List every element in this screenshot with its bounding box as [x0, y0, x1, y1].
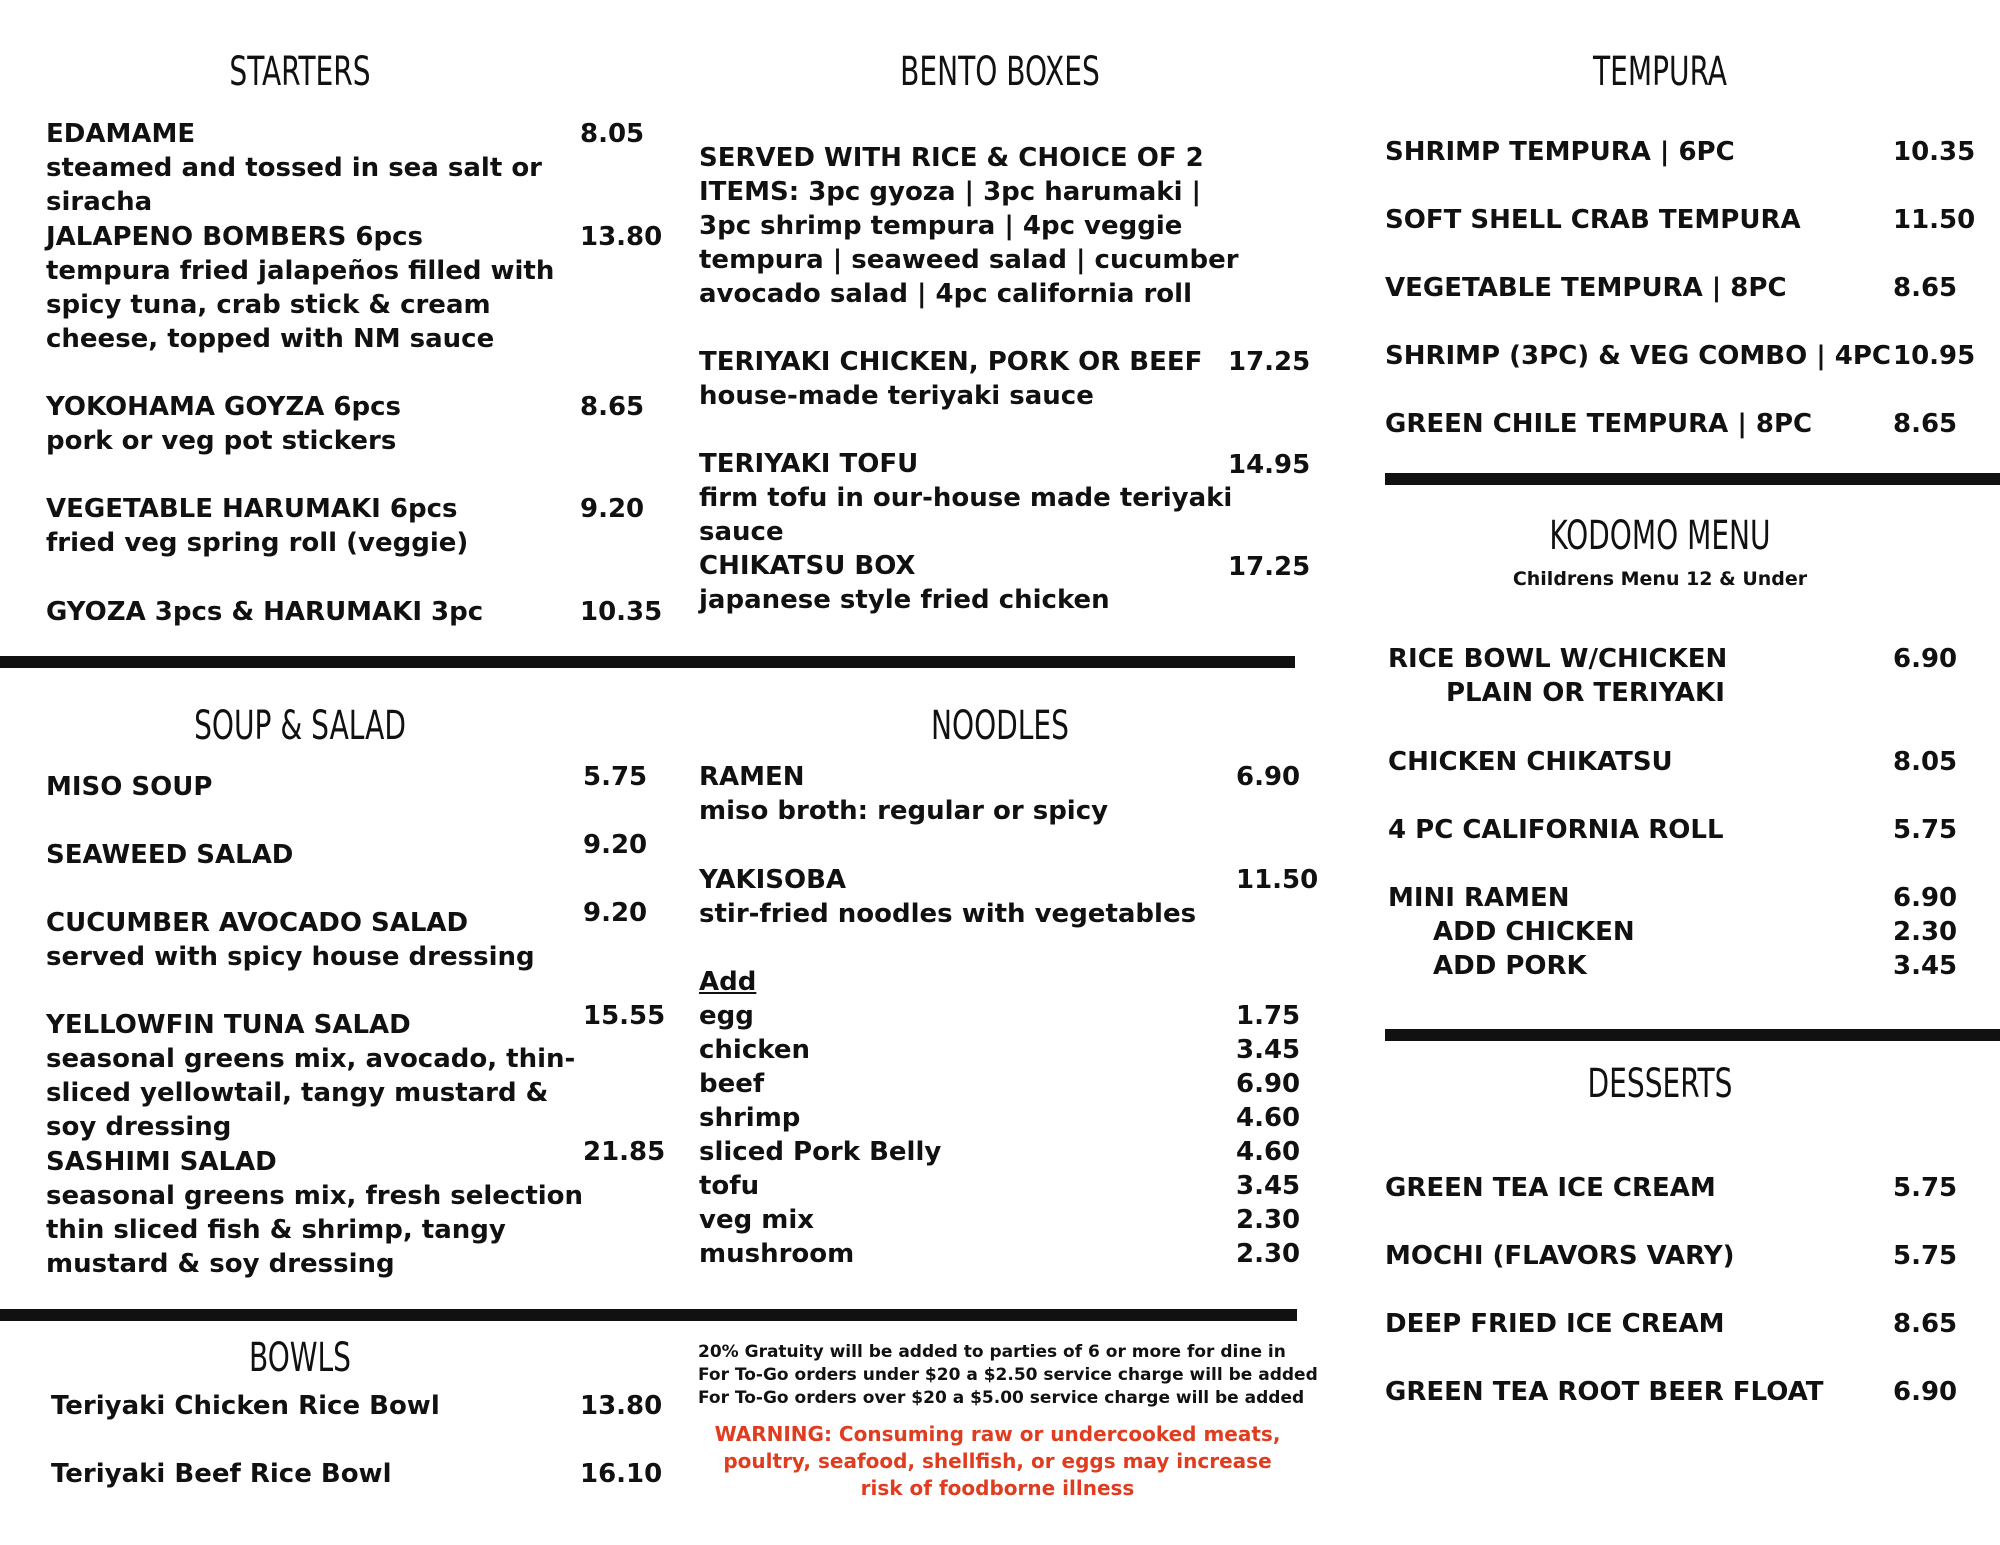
- bowls-heading: BOWLS: [248, 1335, 352, 1381]
- menu-item-price: 16.10: [580, 1459, 663, 1489]
- menu-item-price: 3.45: [1893, 951, 1958, 981]
- menu-item-price: 17.25: [1228, 347, 1311, 377]
- menu-item-price: 13.80: [580, 222, 663, 252]
- menu-item-description: pork or veg pot stickers: [46, 426, 397, 456]
- menu-item-price: 21.85: [583, 1137, 666, 1167]
- addon-name: sliced Pork Belly: [699, 1137, 942, 1167]
- menu-item-name: SHRIMP (3PC) & VEG COMBO | 4PC: [1385, 341, 1892, 371]
- menu-item-price: 8.05: [580, 119, 645, 149]
- menu-item-name: EDAMAME: [46, 119, 196, 149]
- menu-item-name: Teriyaki Beef Rice Bowl: [51, 1459, 392, 1489]
- bento-heading: BENTO BOXES: [900, 49, 1100, 95]
- menu-item-price: 11.50: [1893, 205, 1976, 235]
- menu-item-price: 13.80: [580, 1391, 663, 1421]
- menu-item-name: GREEN TEA ROOT BEER FLOAT: [1385, 1377, 1824, 1407]
- addon-price: 3.45: [1236, 1171, 1301, 1201]
- addon-name: shrimp: [699, 1103, 801, 1133]
- food-safety-warning: WARNING: Consuming raw or undercooked meats, poultry, seafood, shellfish, or eggs may increase risk of foodborne illness: [714, 1422, 1281, 1500]
- kodomo-subtitle: Childrens Menu 12 & Under: [1512, 568, 1808, 590]
- menu-item-name: DEEP FRIED ICE CREAM: [1385, 1309, 1725, 1339]
- menu-item-price: 5.75: [1893, 1241, 1958, 1271]
- menu-item-price: 2.30: [1893, 917, 1958, 947]
- addon-name: mushroom: [699, 1239, 855, 1269]
- menu-item-subtext: PLAIN OR TERIYAKI: [1446, 678, 1725, 708]
- menu-item-price: 8.65: [580, 392, 645, 422]
- menu-item-price: 8.65: [1893, 409, 1958, 439]
- menu-item-name: GYOZA 3pcs & HARUMAKI 3pc: [46, 597, 484, 627]
- section-divider: [0, 656, 1295, 668]
- menu-item-description: firm tofu in our-house made teriyaki sauce: [699, 483, 1233, 547]
- addon-price: 4.60: [1236, 1137, 1301, 1167]
- section-divider: [0, 1309, 1297, 1321]
- menu-item-description: seasonal greens mix, fresh selection thin sliced fish & shrimp, tangy mustard & soy dressing: [46, 1181, 584, 1279]
- menu-item-price: 5.75: [583, 762, 648, 792]
- menu-item-price: 8.65: [1893, 273, 1958, 303]
- menu-item-price: 8.05: [1893, 747, 1958, 777]
- addon-name: egg: [699, 1001, 754, 1031]
- menu-item-description: tempura fried jalapeños filled with spicy tuna, crab stick & cream cheese, topped with NM sauce: [46, 256, 555, 354]
- menu-item-description: steamed and tossed in sea salt or siracha: [46, 153, 543, 217]
- menu-item-description: served with spicy house dressing: [46, 942, 535, 972]
- menu-item-price: 5.75: [1893, 1173, 1958, 1203]
- gratuity-note: 20% Gratuity will be added to parties of 6 or more for dine in: [698, 1342, 1286, 1362]
- addon-name: beef: [699, 1069, 765, 1099]
- noodles-heading: NOODLES: [931, 703, 1069, 749]
- menu-item-name: TERIYAKI TOFU: [699, 449, 919, 479]
- menu-item-name: 4 PC CALIFORNIA ROLL: [1388, 815, 1724, 845]
- menu-item-name: MOCHI (FLAVORS VARY): [1385, 1241, 1735, 1271]
- menu-item-name: CHICKEN CHIKATSU: [1388, 747, 1673, 777]
- menu-item-description: japanese style fried chicken: [699, 585, 1110, 615]
- addon-price: 3.45: [1236, 1035, 1301, 1065]
- section-divider: [1385, 473, 2000, 485]
- addon-name: chicken: [699, 1035, 810, 1065]
- menu-item-name: RICE BOWL W/CHICKEN: [1388, 644, 1728, 674]
- menu-item-name: YELLOWFIN TUNA SALAD: [46, 1010, 411, 1040]
- menu-item-price: 6.90: [1236, 762, 1301, 792]
- section-divider: [1385, 1029, 2000, 1041]
- menu-item-price: 11.50: [1236, 865, 1319, 895]
- addon-price: 1.75: [1236, 1001, 1301, 1031]
- addon-price: 2.30: [1236, 1239, 1301, 1269]
- menu-item-name: MINI RAMEN: [1388, 883, 1570, 913]
- addon-price: 2.30: [1236, 1205, 1301, 1235]
- menu-item-name: SEAWEED SALAD: [46, 840, 294, 870]
- bento-intro: SERVED WITH RICE & CHOICE OF 2 ITEMS: 3pc gyoza | 3pc harumaki | 3pc shrimp tempura | 4pc veggie tempura | seaweed salad | cucumber avocado salad | 4pc california roll: [699, 143, 1239, 309]
- menu-item-name: MISO SOUP: [46, 772, 213, 802]
- addon-price: 4.60: [1236, 1103, 1301, 1133]
- menu-item-price: 17.25: [1228, 552, 1311, 582]
- menu-item-name: SOFT SHELL CRAB TEMPURA: [1385, 205, 1801, 235]
- menu-item-name: JALAPENO BOMBERS 6pcs: [46, 222, 423, 252]
- menu-item-description: seasonal greens mix, avocado, thin-sliced yellowtail, tangy mustard & soy dressing: [46, 1044, 576, 1142]
- menu-item-description: house-made teriyaki sauce: [699, 381, 1094, 411]
- menu-item-price: 6.90: [1893, 883, 1958, 913]
- menu-item-name: VEGETABLE TEMPURA | 8PC: [1385, 273, 1787, 303]
- menu-item-name: RAMEN: [699, 762, 805, 792]
- menu-item-price: 9.20: [583, 830, 648, 860]
- menu-item-description: miso broth: regular or spicy: [699, 796, 1109, 826]
- kodomo-heading: KODOMO MENU: [1549, 513, 1771, 559]
- desserts-heading: DESSERTS: [1587, 1061, 1733, 1107]
- starters-heading: STARTERS: [229, 49, 371, 95]
- menu-item-name: GREEN TEA ICE CREAM: [1385, 1173, 1716, 1203]
- menu-item-description: fried veg spring roll (veggie): [46, 528, 469, 558]
- addon-name: veg mix: [699, 1205, 815, 1235]
- menu-item-description: stir-fried noodles with vegetables: [699, 899, 1197, 929]
- menu-item-addon: ADD CHICKEN: [1433, 917, 1635, 947]
- menu-item-name: VEGETABLE HARUMAKI 6pcs: [46, 494, 458, 524]
- menu-item-price: 10.35: [1893, 137, 1976, 167]
- menu-item-price: 9.20: [583, 898, 648, 928]
- menu-item-price: 6.90: [1893, 1377, 1958, 1407]
- menu-item-name: SHRIMP TEMPURA | 6PC: [1385, 137, 1735, 167]
- menu-item-price: 8.65: [1893, 1309, 1958, 1339]
- addon-name: tofu: [699, 1171, 760, 1201]
- menu-item-name: YOKOHAMA GOYZA 6pcs: [46, 392, 401, 422]
- menu-item-name: GREEN CHILE TEMPURA | 8PC: [1385, 409, 1813, 439]
- addon-price: 6.90: [1236, 1069, 1301, 1099]
- menu-item-price: 9.20: [580, 494, 645, 524]
- menu-item-price: 5.75: [1893, 815, 1958, 845]
- noodles-add-label: Add: [699, 967, 757, 997]
- menu-item-name: TERIYAKI CHICKEN, PORK OR BEEF: [699, 347, 1203, 377]
- menu-item-name: CHIKATSU BOX: [699, 551, 916, 581]
- menu-item-name: YAKISOBA: [699, 865, 847, 895]
- togo-note-under: For To-Go orders under $20 a $2.50 service charge will be added: [698, 1365, 1318, 1385]
- menu-item-name: CUCUMBER AVOCADO SALAD: [46, 908, 469, 938]
- menu-item-name: Teriyaki Chicken Rice Bowl: [51, 1391, 440, 1421]
- soup-salad-heading: SOUP & SALAD: [194, 703, 406, 749]
- menu-item-name: SASHIMI SALAD: [46, 1147, 277, 1177]
- menu-item-price: 15.55: [583, 1001, 666, 1031]
- menu-item-price: 14.95: [1228, 450, 1311, 480]
- menu-item-price: 6.90: [1893, 644, 1958, 674]
- togo-note-over: For To-Go orders over $20 a $5.00 service charge will be added: [698, 1388, 1305, 1408]
- tempura-heading: TEMPURA: [1592, 49, 1727, 95]
- menu-item-price: 10.95: [1893, 341, 1976, 371]
- menu-item-price: 10.35: [580, 597, 663, 627]
- menu-item-addon: ADD PORK: [1433, 951, 1587, 981]
